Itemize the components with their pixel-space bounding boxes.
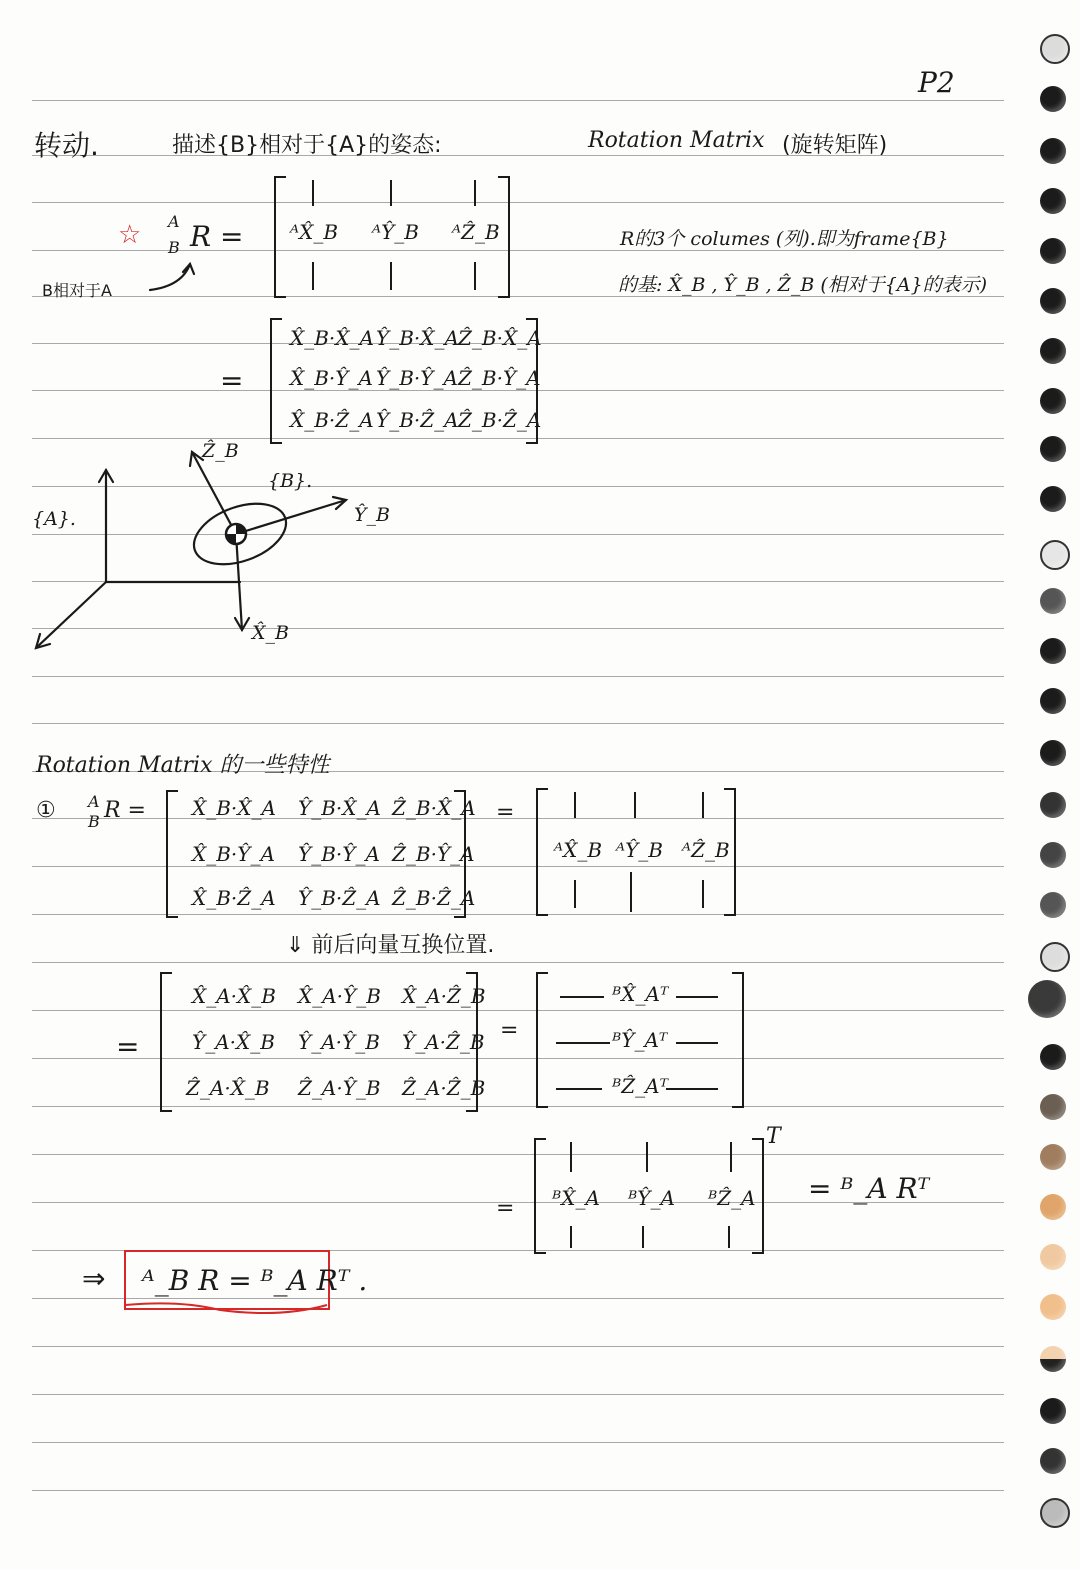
column-bar — [574, 880, 576, 908]
dot-cell: Ẑ_B·Ŷ_A — [458, 366, 541, 390]
matrix-bracket-left — [536, 972, 548, 1108]
row-vector: ᴮŶ_Aᵀ — [612, 1028, 668, 1052]
result-formula: ᴬ_B R = ᴮ_A Rᵀ . — [142, 1264, 368, 1297]
swap-cell: Ŷ_A·X̂_B — [192, 1030, 275, 1054]
dot-cell: X̂_B·Ẑ_A — [290, 408, 374, 432]
def-col: ᴬŶ_B — [372, 220, 419, 244]
dot-cell: X̂_B·Ŷ_A — [290, 366, 373, 390]
implies-arrow: ⇒ — [82, 1262, 106, 1295]
column-bar — [702, 792, 704, 818]
dot-cell: Ŷ_B·X̂_A — [376, 326, 459, 350]
row-vector: ᴮẐ_Aᵀ — [612, 1074, 668, 1098]
column-bar — [646, 1142, 648, 1172]
transpose-final: = ᴮ_A Rᵀ — [808, 1172, 930, 1205]
rowvec-eq: = — [500, 1018, 519, 1043]
matrix-bracket-right — [732, 972, 744, 1108]
column-bar — [730, 1142, 732, 1172]
frame-a-label: {A}. — [32, 508, 76, 530]
frame-b-label: {B}. — [268, 470, 313, 492]
s2-col: ᴬX̂_B — [554, 838, 603, 862]
swap-eq: = — [116, 1030, 140, 1063]
matrix-bracket-left — [166, 790, 178, 918]
def-col: ᴬẐ_B — [452, 220, 500, 244]
z-b-label: Ẑ_B — [202, 440, 239, 462]
s2-lhs-sub: B — [88, 812, 100, 831]
heading-label: 转动. — [34, 129, 99, 162]
swap-cell: Ẑ_A·Ẑ_B — [402, 1076, 486, 1100]
s2-eq: = — [496, 800, 515, 825]
swap-cell: Ẑ_A·X̂_B — [186, 1076, 270, 1100]
swap-cell: X̂_A·Ŷ_B — [298, 984, 381, 1008]
note-line1: R的3个 columes (列).即为frame{B} — [620, 228, 949, 250]
column-bar — [728, 1226, 730, 1248]
page-number: P2 — [918, 66, 955, 99]
row-bar — [676, 1042, 718, 1044]
s2-cell: Ẑ_B·Ẑ_A — [392, 886, 476, 910]
s2-lhs-sup: A — [88, 792, 100, 811]
dot-cell: X̂_B·X̂_A — [290, 326, 374, 350]
swap-cell: X̂_A·Ẑ_B — [402, 984, 486, 1008]
heading-english: Rotation Matrix — [588, 128, 765, 153]
transpose-col: ᴮŶ_A — [628, 1186, 675, 1210]
transpose-eq: = — [496, 1196, 515, 1221]
heading-desc: 描述{B}相对于{A}的姿态: — [172, 133, 442, 158]
column-bar — [570, 1142, 572, 1172]
row-bar — [560, 996, 604, 998]
matrix-bracket-left — [536, 788, 548, 916]
dot-cell: Ẑ_B·Ẑ_A — [458, 408, 542, 432]
def-lhs: R = — [190, 220, 244, 253]
heading-paren: (旋转矩阵) — [782, 133, 888, 158]
column-bar — [642, 1226, 644, 1248]
row-bar — [676, 996, 718, 998]
def-col: ᴬX̂_B — [290, 220, 339, 244]
s2-cell: Ŷ_B·X̂_A — [298, 796, 381, 820]
column-bar — [574, 792, 576, 818]
row-bar — [556, 1088, 602, 1090]
def-lhs-sup: A — [168, 212, 180, 231]
item1-marker: ① — [36, 798, 56, 823]
row-vector: ᴮX̂_Aᵀ — [612, 982, 669, 1006]
s2-cell: Ŷ_B·Ẑ_A — [298, 886, 381, 910]
note-left: B相对于A — [42, 281, 112, 300]
swap-cell: X̂_A·X̂_B — [192, 984, 276, 1008]
star-icon: ☆ — [118, 220, 142, 250]
s2-cell: Ẑ_B·Ŷ_A — [392, 842, 475, 866]
s2-cell: X̂_B·Ẑ_A — [192, 886, 276, 910]
s2-cell: Ẑ_B·X̂_A — [392, 796, 476, 820]
dot-cell: Ŷ_B·Ŷ_A — [376, 366, 458, 390]
s2-cell: X̂_B·X̂_A — [192, 796, 276, 820]
dot-eq: = — [220, 364, 244, 397]
matrix-bracket-left — [534, 1138, 546, 1254]
s2-cell: X̂_B·Ŷ_A — [192, 842, 275, 866]
swap-cell: Ŷ_A·Ŷ_B — [298, 1030, 380, 1054]
y-b-label: Ŷ_B — [354, 504, 391, 526]
note-line2: 的基: X̂_B , Ŷ_B , Ẑ_B (相对于{A}的表示) — [618, 274, 988, 296]
transpose-col: ᴮẐ_A — [708, 1186, 756, 1210]
s2-col: ᴬŶ_B — [616, 838, 663, 862]
x-b-label: X̂_B — [252, 622, 289, 644]
s2-cell: Ŷ_B·Ŷ_A — [298, 842, 380, 866]
column-bar — [634, 792, 636, 818]
swap-note: ⇓ 前后向量互换位置. — [286, 933, 495, 958]
column-bar — [570, 1226, 572, 1248]
swap-cell: Ŷ_A·Ẑ_B — [402, 1030, 485, 1054]
row-bar — [556, 1042, 610, 1044]
column-bar — [630, 872, 632, 912]
matrix-bracket-left — [160, 972, 172, 1112]
section2-title: Rotation Matrix 的一些特性 — [36, 753, 330, 778]
row-bar — [666, 1088, 718, 1090]
dot-cell: Ŷ_B·Ẑ_A — [376, 408, 459, 432]
swap-cell: Ẑ_A·Ŷ_B — [298, 1076, 381, 1100]
s2-col: ᴬẐ_B — [682, 838, 730, 862]
column-bar — [702, 880, 704, 908]
def-lhs-sub: B — [168, 238, 180, 257]
result-box — [124, 1250, 368, 1310]
transpose-mark: T — [766, 1124, 781, 1149]
s2-lhs: R = — [104, 798, 146, 823]
transpose-col: ᴮX̂_A — [552, 1186, 600, 1210]
dot-cell: Ẑ_B·X̂_A — [458, 326, 542, 350]
